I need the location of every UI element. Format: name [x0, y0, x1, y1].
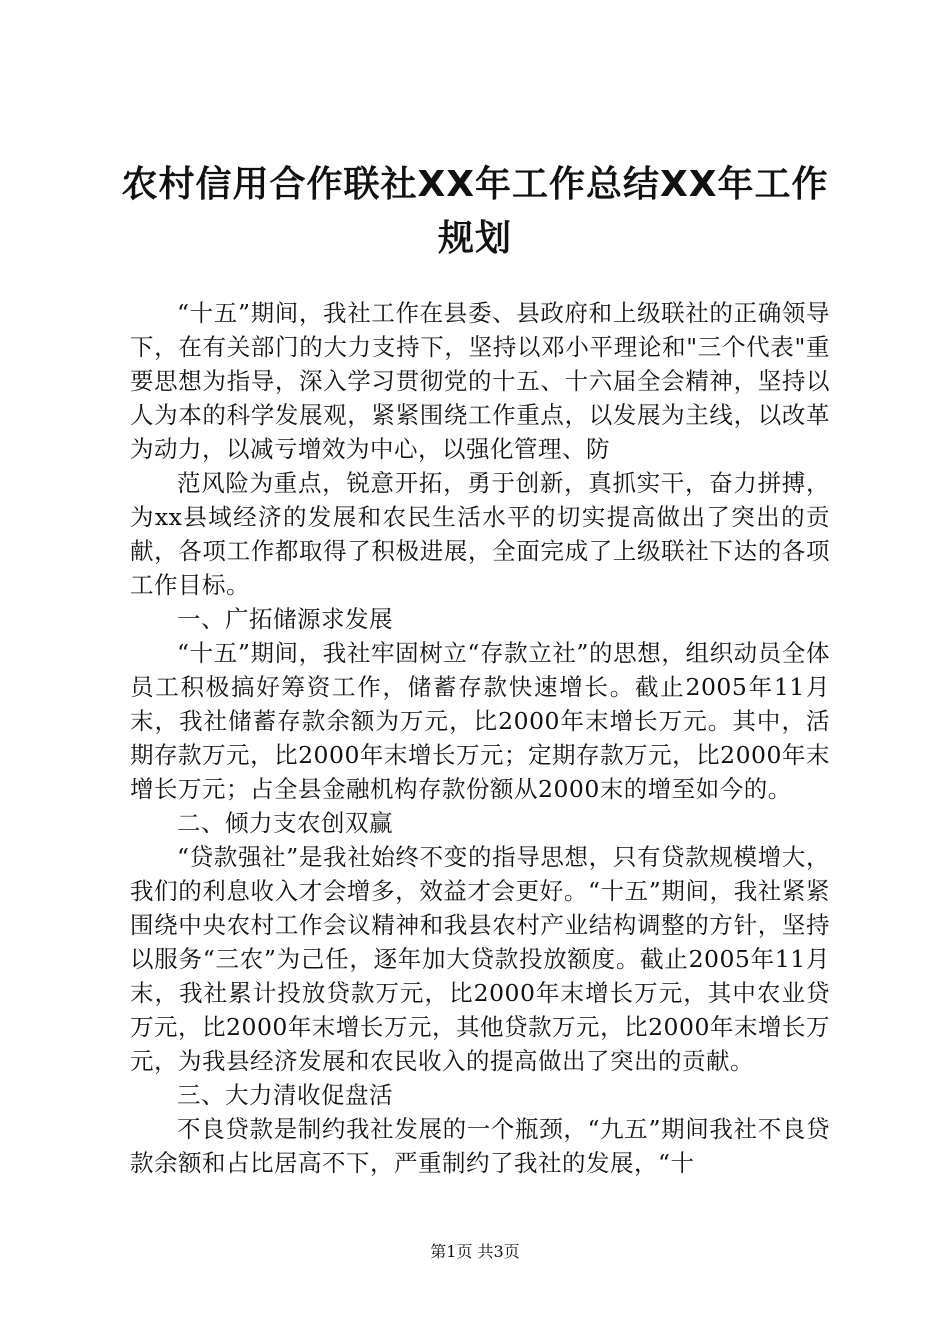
- paragraph: 范风险为重点，锐意开拓，勇于创新，真抓实干，奋力拼搏，为xx县域经济的发展和农民生活水平的切实提高做出了突出的贡献，各项工作都取得了积极进展，全面完成了上级联社下达的各项工作目标。: [130, 469, 830, 599]
- page-footer: 第1页 共3页: [430, 1242, 520, 1261]
- section-heading: 三、大力清收促盘活: [177, 1081, 393, 1109]
- document-title: 农村信用合作联社XX年工作总结XX年工作规划: [121, 164, 829, 259]
- paragraph: 不良贷款是制约我社发展的一个瓶颈，“九五”期间我社不良贷款余额和占比居高不下，严重制约了我社的发展，“十: [130, 1115, 830, 1177]
- paragraph: “贷款强社”是我社始终不变的指导思想，只有贷款规模增大，我们的利息收入才会增多，效益才会更好。“十五”期间，我社紧紧围绕中央农村工作会议精神和我县农村产业结构调整的方针，坚持以服务“三农”为己任，逐年加大贷款投放额度。截止2005年11月末，我社累计投放贷款万元，比2000年末增长万元，其中农业贷万元，比2000年末增长万元，其他贷款万元，比2000年末增长万元，为我县经济发展和农民收入的提高做出了突出的贡献。: [130, 843, 830, 1075]
- paragraph: “十五”期间，我社牢固树立“存款立社”的思想，组织动员全体员工积极搞好筹资工作，储蓄存款快速增长。截止2005年11月末，我社储蓄存款余额为万元，比2000年末增长万元。其中，活期存款万元，比2000年末增长万元；定期存款万元，比2000年末增长万元；占全县金融机构存款份额从2000末的增至如今的。: [130, 639, 830, 803]
- paragraph: “十五”期间，我社工作在县委、县政府和上级联社的正确领导下，在有关部门的大力支持下，坚持以邓小平理论和"三个代表"重要思想为指导，深入学习贯彻党的十五、十六届全会精神，坚持以人为本的科学发展观，紧紧围绕工作重点，以发展为主线，以改革为动力，以减亏增效为中心，以强化管理、防: [130, 299, 830, 463]
- section-heading: 一、广拓储源求发展: [177, 605, 393, 633]
- document-body: [130, 296, 830, 1180]
- section-heading: 二、倾力支农创双赢: [177, 809, 393, 837]
